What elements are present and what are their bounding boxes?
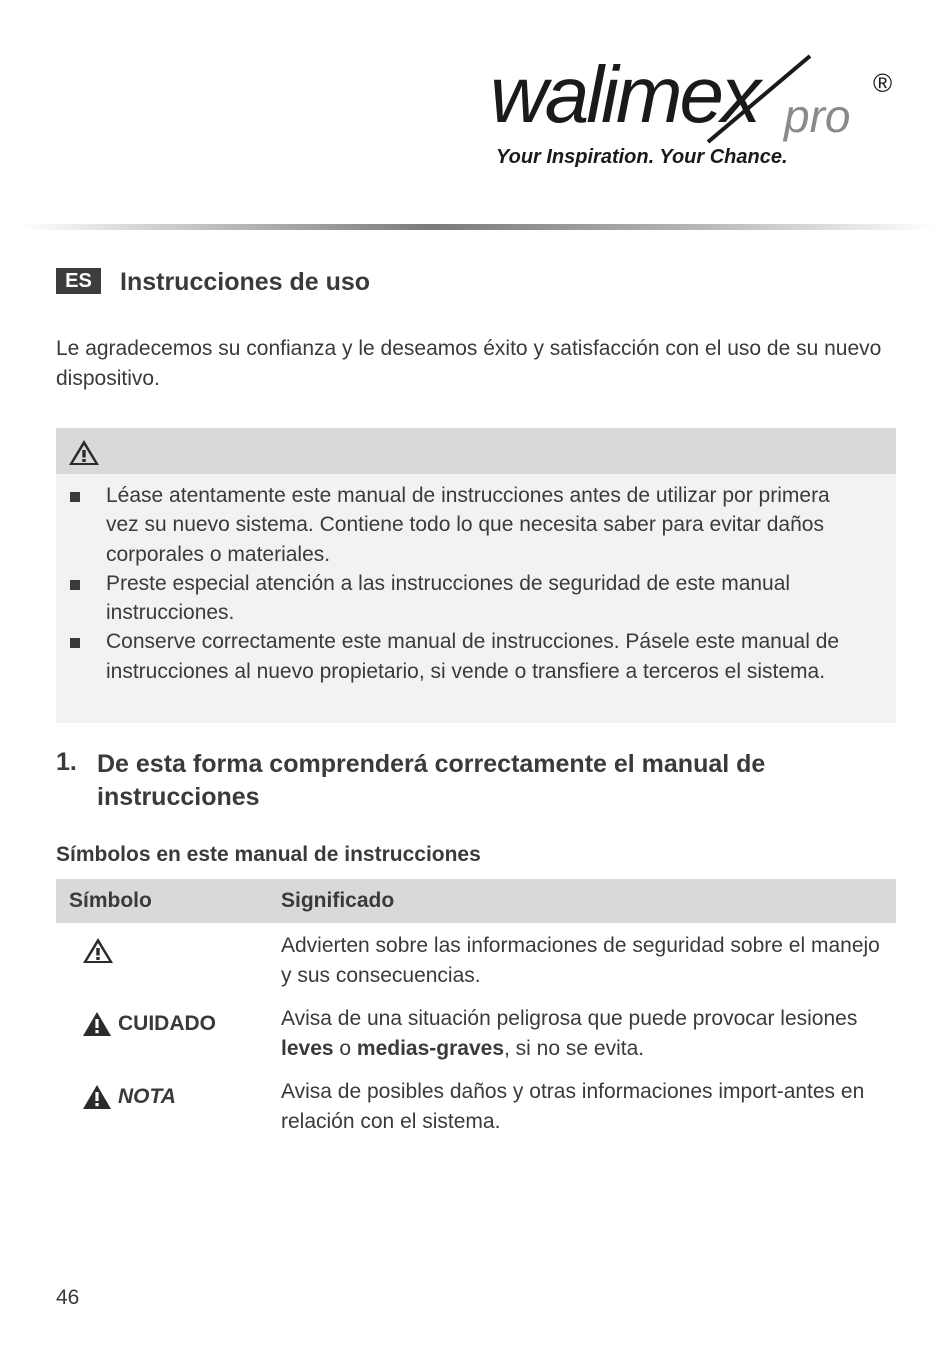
language-badge: ES	[56, 268, 101, 294]
warning-box	[56, 428, 896, 723]
warning-header-bar	[56, 428, 896, 474]
meaning-cell: Avisa de posibles daños y otras informaciones import-antes en relación con el sistema.	[281, 1080, 865, 1133]
chapter-number: 1.	[56, 748, 77, 776]
logo-main-text: walimex	[490, 50, 758, 139]
bullet-square-icon	[70, 638, 80, 648]
warning-triangle-icon	[82, 1011, 112, 1037]
list-item: Conserve correctamente este manual de instrucciones. Pásele este manual de instrucciones al nuevo propietario, si vende o transfiere a terceros el sistema.	[56, 627, 866, 686]
walimex-pro-logo	[488, 50, 908, 180]
chapter-title: De esta forma comprenderá correctamente el manual de instrucciones	[97, 750, 766, 811]
meaning-cell: Avisa de una situación peligrosa que puede provocar lesiones leves o medias-graves, si no se evita.	[281, 1007, 858, 1060]
warning-triangle-icon	[82, 937, 114, 964]
header-divider	[20, 224, 935, 230]
column-header-meaning: Significado	[281, 889, 395, 912]
page-number: 46	[56, 1286, 80, 1309]
logo-mark	[488, 50, 908, 145]
warning-triangle-icon	[68, 439, 100, 466]
list-item: Preste especial atención a las instrucciones de seguridad de este manual instrucciones.	[56, 569, 866, 628]
bullet-square-icon	[70, 580, 80, 590]
symbol-cell	[82, 1011, 216, 1037]
list-item: Léase atentamente este manual de instrucciones antes de utilizar por primera vez su nuevo sistema. Contiene todo lo que necesita saber para evitar daños corporales o materiales.	[56, 481, 866, 569]
warning-triangle-icon	[82, 1084, 112, 1110]
column-header-symbol: Símbolo	[69, 889, 152, 912]
caution-label: CUIDADO	[118, 1012, 216, 1035]
note-label: NOTA	[118, 1085, 176, 1108]
meaning-cell: Advierten sobre las informaciones de seguridad sobre el manejo y sus consecuencias.	[281, 934, 880, 987]
symbols-table	[56, 879, 896, 1133]
symbol-cell	[82, 1084, 176, 1110]
table-header	[56, 879, 896, 923]
symbol-cell	[82, 937, 114, 964]
subsection-title: Símbolos en este manual de instrucciones	[56, 843, 481, 866]
tagline: Your Inspiration. Your Chance.	[496, 146, 788, 168]
intro-paragraph: Le agradecemos su confianza y le deseamos éxito y satisfacción con el uso de su nuevo dispositivo.	[56, 337, 882, 390]
logo-registered-mark: ®	[873, 68, 893, 98]
page-title: Instrucciones de uso	[120, 268, 371, 296]
logo-sub-text: pro	[784, 90, 851, 142]
warning-list	[56, 481, 896, 686]
bullet-square-icon	[70, 492, 80, 502]
